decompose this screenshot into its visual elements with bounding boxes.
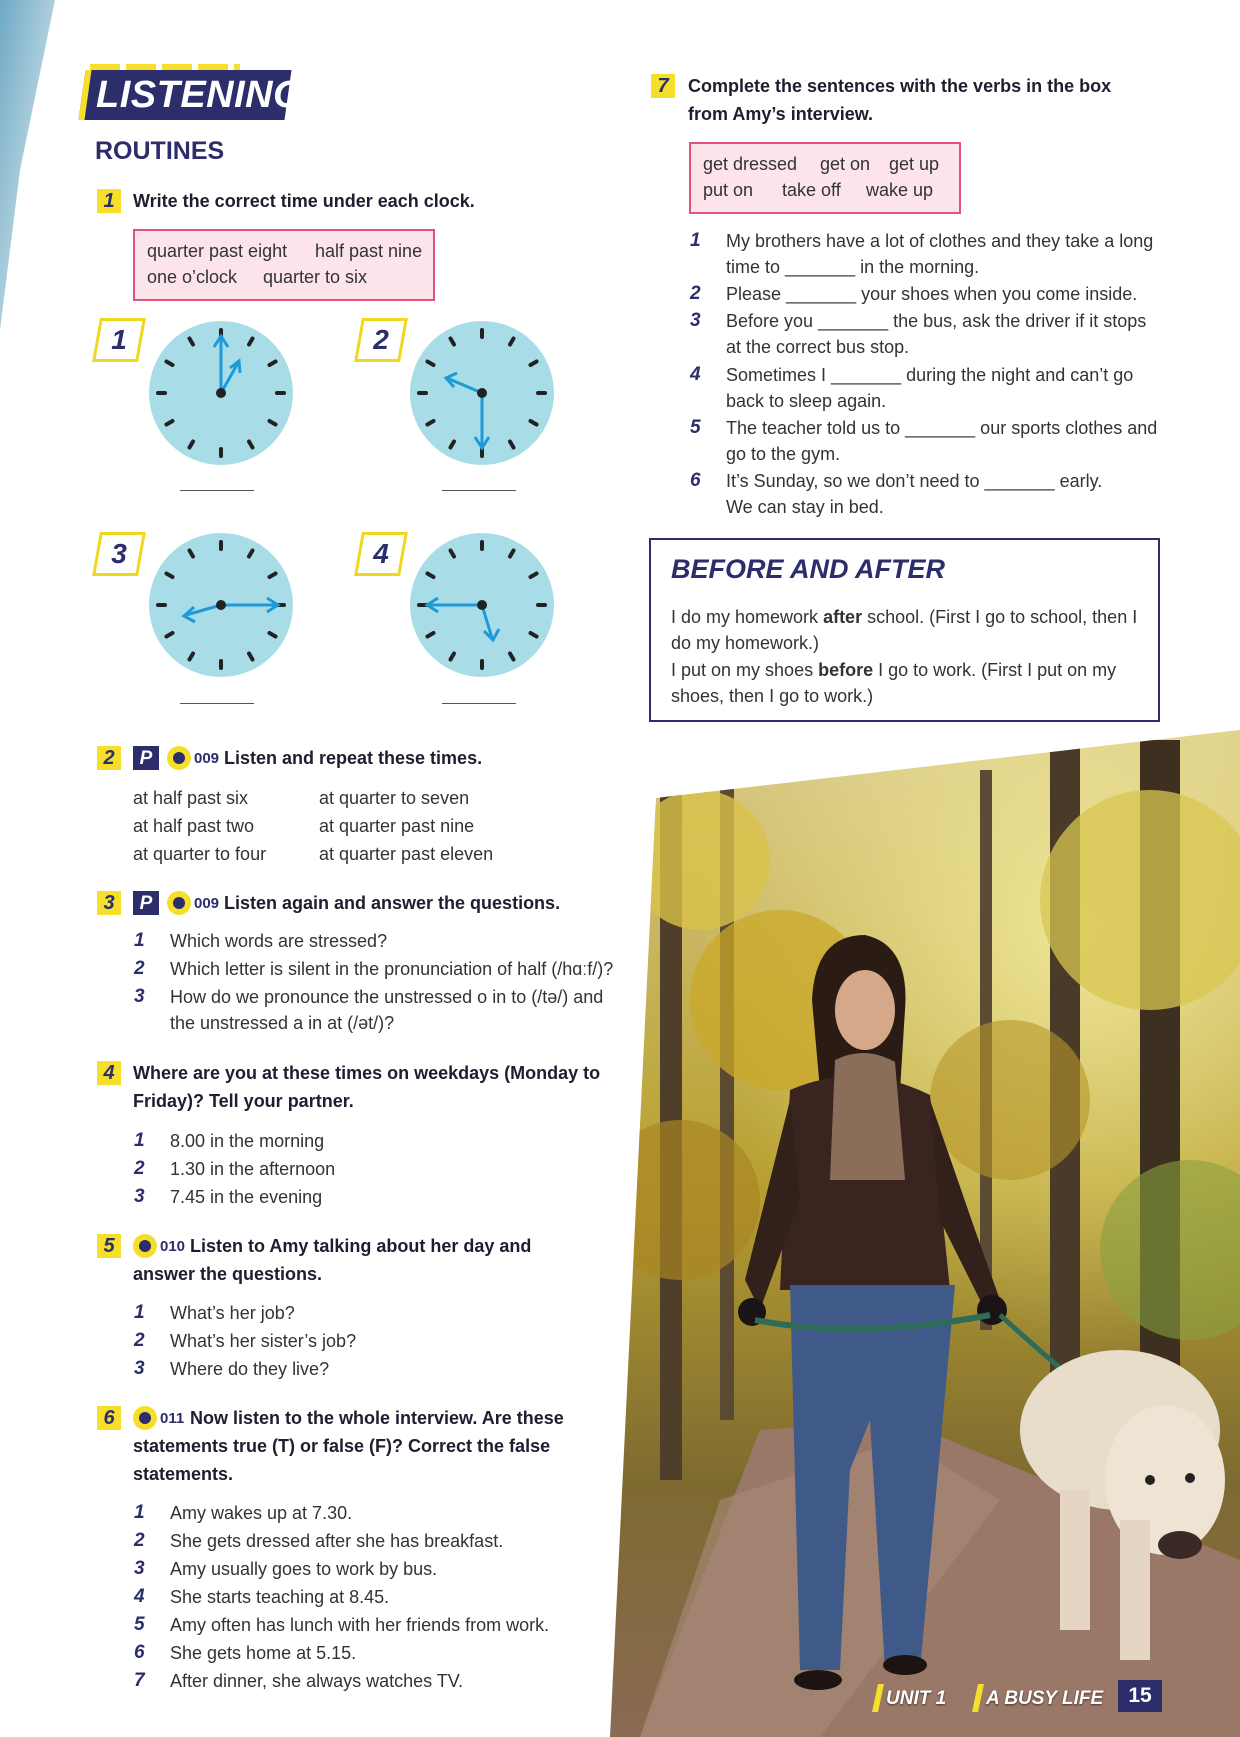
item-number: 5 (134, 1614, 145, 1635)
exercise-number: 4 (97, 1061, 121, 1085)
item-number: 1 (690, 230, 701, 251)
statement-text: Amy often has lunch with her friends from work. (170, 1615, 550, 1635)
pronunciation-icon: P (133, 891, 159, 915)
grammar-example: shoes, then I go to work.) (671, 686, 874, 706)
statement-text: She gets home at 5.15. (170, 1643, 357, 1663)
item-number: 3 (134, 1358, 145, 1379)
example-text: I go to work. (First I put on my (873, 660, 1117, 680)
clock-label-text: 2 (373, 324, 389, 355)
clock-label-text: 3 (111, 538, 127, 569)
item-number: 4 (134, 1586, 145, 1607)
item-number: 3 (134, 1186, 145, 1207)
keyword: after (823, 607, 863, 627)
statement-text: Amy usually goes to work by bus. (170, 1559, 438, 1579)
audio-track-number: 009 (194, 895, 220, 912)
example-text: school. (First I go to school, then I (862, 607, 1138, 627)
item-number: 3 (134, 986, 145, 1007)
word-box-item: get dressed (703, 154, 798, 174)
exercise-number: 2 (97, 746, 121, 770)
item-number: 3 (134, 1558, 145, 1579)
exercise-instruction: Complete the sentences with the verbs in the box (688, 76, 1112, 96)
list-item: at half past six (133, 788, 249, 808)
sentence-line: go to the gym. (726, 444, 841, 464)
list-item: at quarter to four (133, 844, 267, 864)
word-box-item: half past nine (315, 241, 423, 261)
item-number: 2 (134, 1158, 145, 1179)
sentence-line: It’s Sunday, so we don’t need to _______ early. (726, 471, 1103, 491)
exercise-instruction: Write the correct time under each clock. (133, 191, 475, 211)
sentence-line: We can stay in bed. (726, 497, 884, 517)
sentence-line: Sometimes I _______ during the night and can’t go (726, 365, 1134, 385)
word-box-item: take off (782, 180, 841, 200)
exercise-instruction: answer the questions. (133, 1264, 323, 1284)
word-box-item: get up (889, 154, 940, 174)
sentence-line: back to sleep again. (726, 391, 887, 411)
exercise-instruction: Now listen to the whole interview. Are these (190, 1408, 564, 1428)
exercise-instruction: Listen and repeat these times. (224, 748, 483, 768)
section-title: LISTENING (96, 74, 304, 116)
footer-unit-title: A BUSY LIFE (986, 1688, 1104, 1709)
exercise-instruction: from Amy’s interview. (688, 104, 874, 124)
item-number: 2 (134, 1530, 145, 1551)
grammar-example: do my homework.) (671, 633, 820, 653)
grammar-box-title: BEFORE AND AFTER (671, 554, 945, 584)
clock-label-text: 4 (373, 538, 389, 569)
list-item: at half past two (133, 816, 255, 836)
word-box-item: get on (820, 154, 871, 174)
exercise-instruction: Friday)? Tell your partner. (133, 1091, 354, 1111)
audio-track-number: 010 (160, 1238, 186, 1255)
sentence-line: The teacher told us to _______ our sports clothes and (726, 418, 1158, 438)
item-number: 3 (690, 310, 701, 331)
exercise-instruction: Listen again and answer the questions. (224, 893, 561, 913)
list-item: at quarter past eleven (319, 844, 494, 864)
sentence-line: My brothers have a lot of clothes and they take a long (726, 231, 1154, 251)
footer-unit: UNIT 1 (886, 1688, 947, 1709)
question-text: What’s her sister’s job? (170, 1331, 357, 1351)
sentence-line: Please _______ your shoes when you come inside. (726, 284, 1138, 304)
item-number: 6 (690, 470, 701, 491)
exercise-number: 3 (97, 891, 121, 915)
list-item: at quarter past nine (319, 816, 475, 836)
word-box-item: quarter past eight (147, 241, 288, 261)
word-box-item: wake up (866, 180, 934, 200)
exercise-number: 6 (97, 1406, 121, 1430)
exercise-number: 5 (97, 1234, 121, 1258)
question-text: What’s her job? (170, 1303, 295, 1323)
audio-track-number: 011 (160, 1410, 185, 1427)
exercise-instruction: Where are you at these times on weekdays (Monday to (133, 1063, 601, 1083)
question-text: Where do they live? (170, 1359, 330, 1379)
statement-text: She starts teaching at 8.45. (170, 1587, 390, 1607)
item-number: 4 (690, 364, 701, 385)
example-text: I do my homework (671, 607, 824, 627)
list-item: 7.45 in the evening (170, 1187, 323, 1207)
item-number: 1 (134, 1502, 145, 1523)
item-number: 6 (134, 1642, 145, 1663)
item-number: 2 (134, 958, 145, 979)
question-text: the unstressed a in at (/ət/)? (170, 1013, 395, 1033)
statement-text: After dinner, she always watches TV. (170, 1671, 464, 1691)
list-item: 1.30 in the afternoon (170, 1159, 336, 1179)
item-number: 1 (134, 1302, 145, 1323)
statement-text: She gets dressed after she has breakfast. (170, 1531, 504, 1551)
list-item: 8.00 in the morning (170, 1131, 325, 1151)
exercise-instruction: Listen to Amy talking about her day and (190, 1236, 532, 1256)
question-text: How do we pronounce the unstressed o in to (/tə/) and (170, 987, 604, 1007)
pronunciation-icon: P (133, 746, 159, 770)
item-number: 2 (690, 283, 701, 304)
exercise-number: 7 (651, 74, 675, 98)
word-box-item: quarter to six (263, 267, 368, 287)
sentence-line: at the correct bus stop. (726, 337, 910, 357)
item-number: 1 (134, 1130, 145, 1151)
word-box-item: put on (703, 180, 754, 200)
exercise-number: 1 (97, 189, 121, 213)
item-number: 5 (690, 417, 701, 438)
clock-label-text: 1 (111, 324, 127, 355)
word-box-item: one o’clock (147, 267, 238, 287)
keyword: before (818, 660, 874, 680)
question-text: Which letter is silent in the pronunciation of half (/hɑːf/)? (170, 959, 614, 979)
sentence-line: Before you _______ the bus, ask the driver if it stops (726, 311, 1147, 331)
list-item: at quarter to seven (319, 788, 470, 808)
item-number: 2 (134, 1330, 145, 1351)
sentence-line: time to _______ in the morning. (726, 257, 980, 277)
audio-track-number: 009 (194, 750, 220, 767)
page-number: 15 (1118, 1680, 1162, 1712)
example-text: I put on my shoes (671, 660, 819, 680)
exercise-instruction: statements. (133, 1464, 234, 1484)
subsection-title: ROUTINES (95, 137, 225, 165)
exercise-instruction: statements true (T) or false (F)? Correct the false (133, 1436, 551, 1456)
item-number: 1 (134, 930, 145, 951)
statement-text: Amy wakes up at 7.30. (170, 1503, 353, 1523)
question-text: Which words are stressed? (170, 931, 388, 951)
item-number: 7 (134, 1670, 145, 1691)
